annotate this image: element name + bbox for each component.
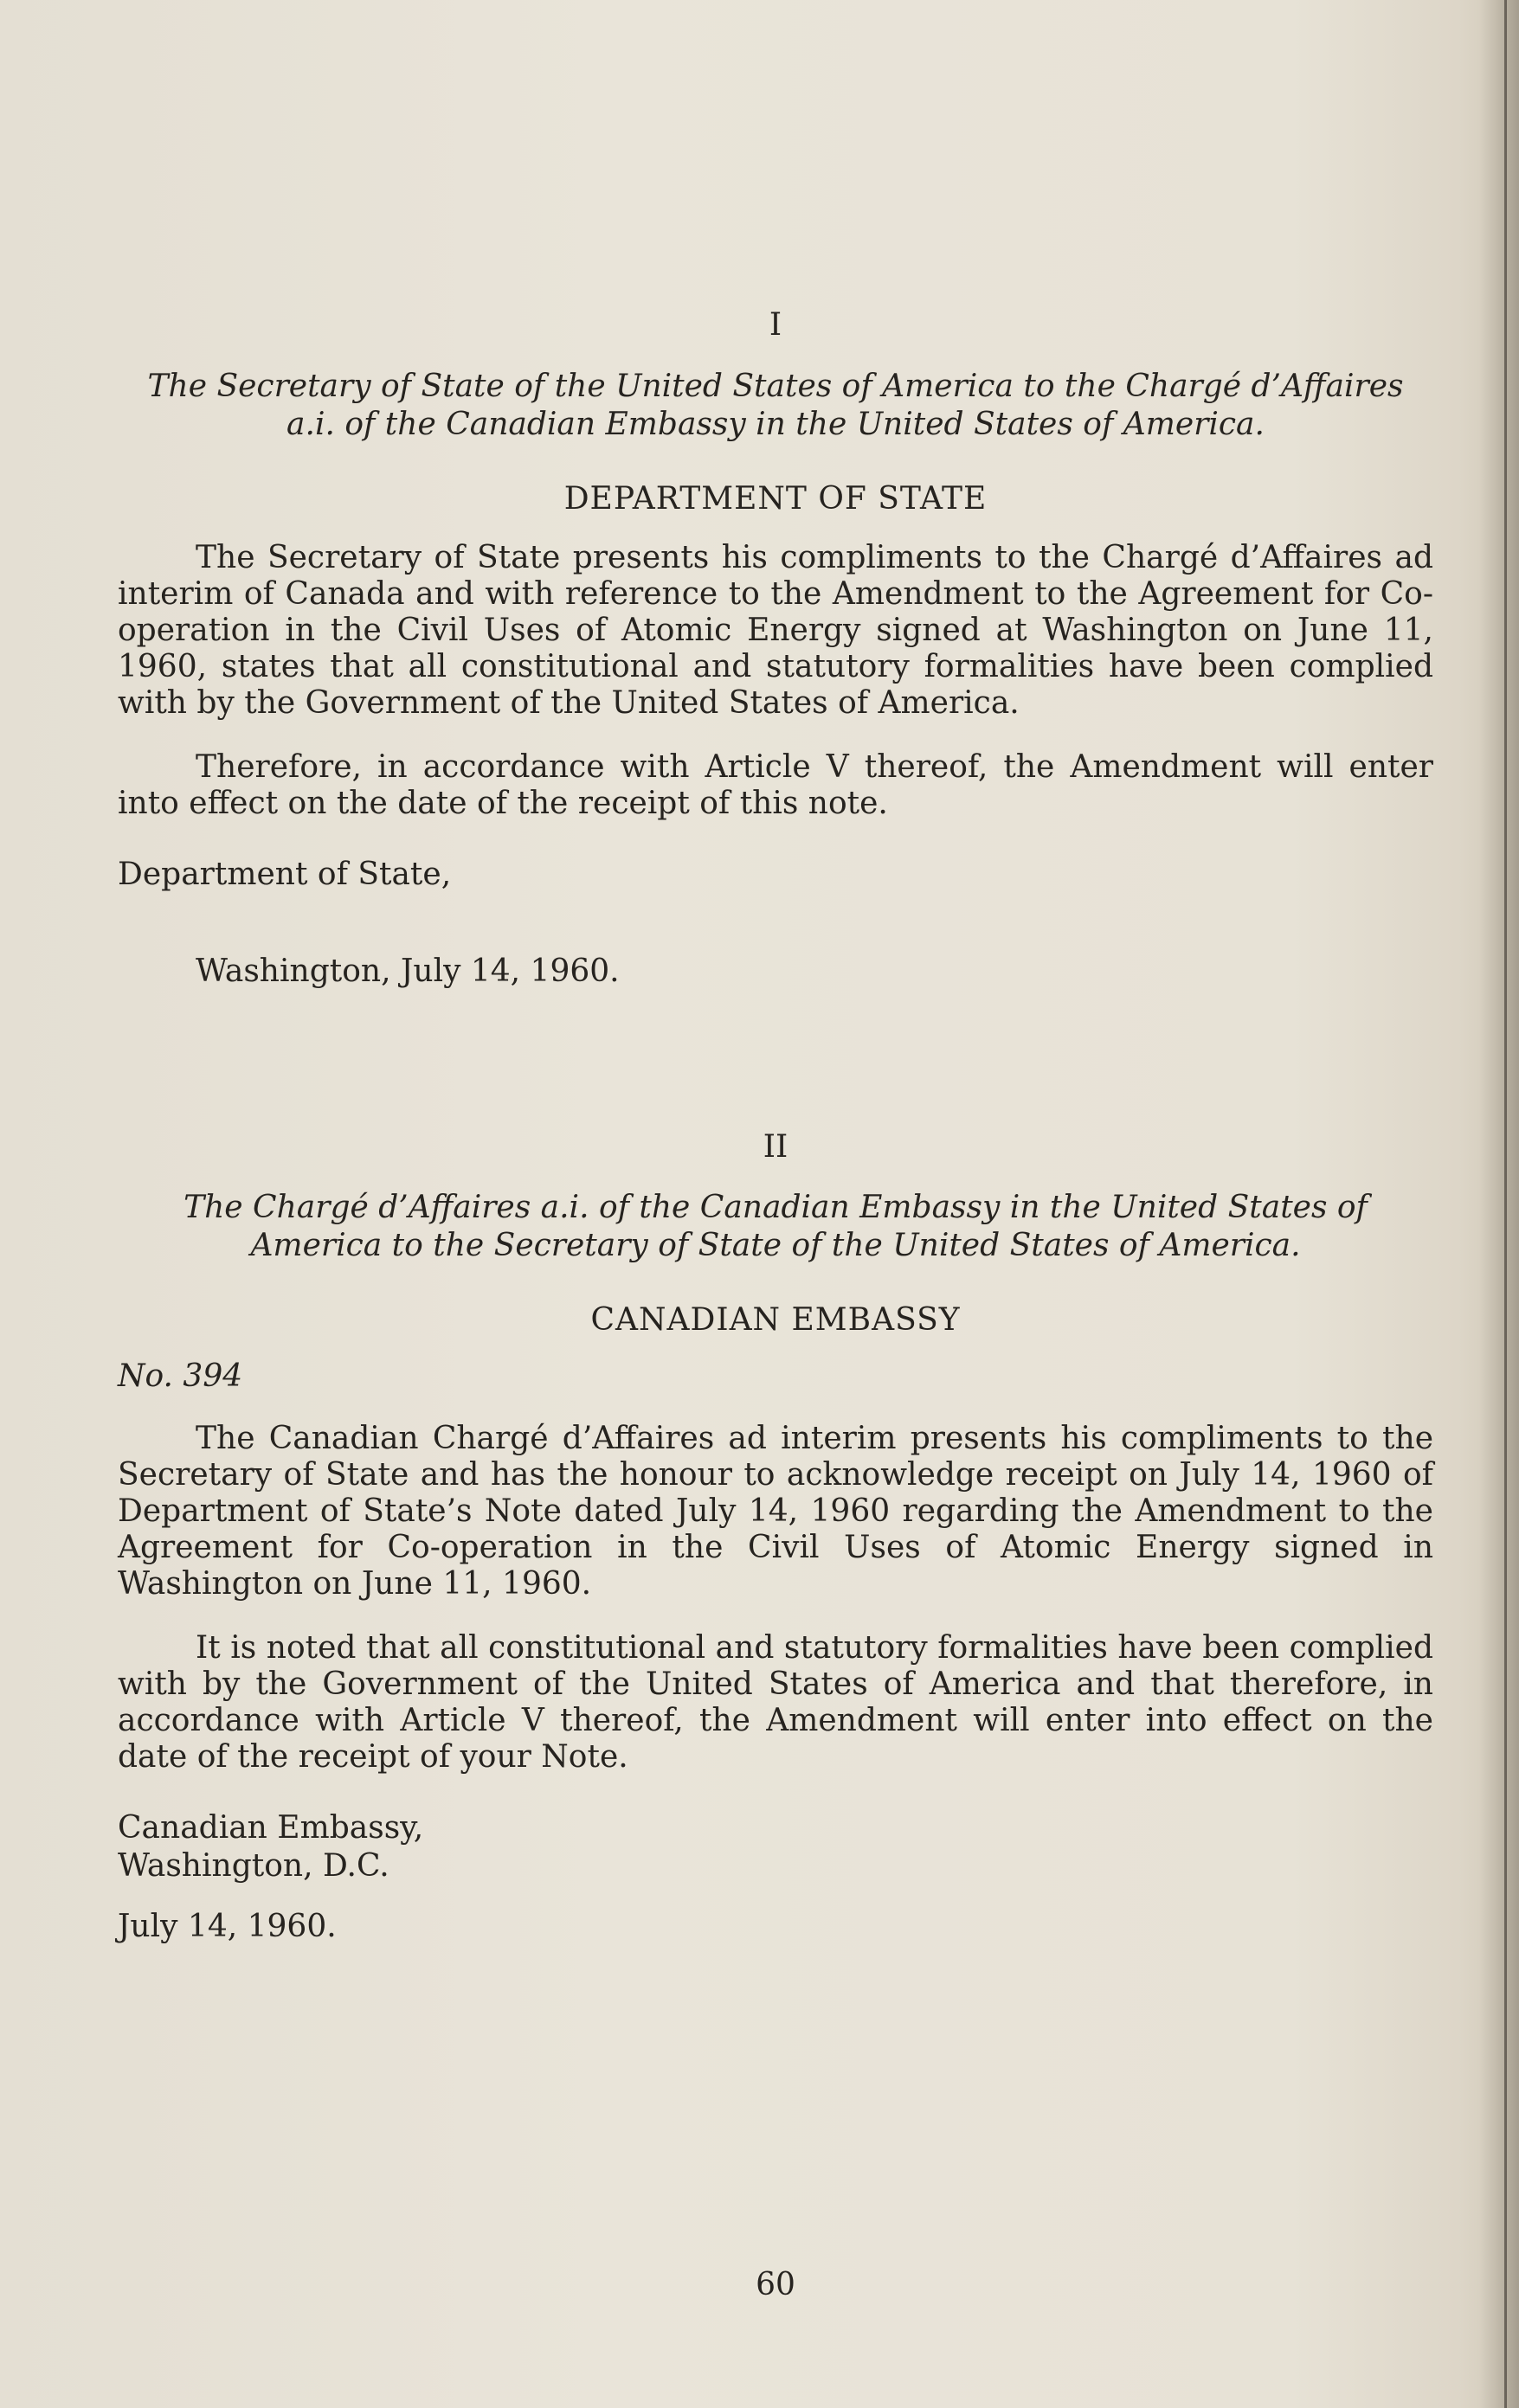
section-one-date: Washington, July 14, 1960. [196,954,620,989]
section-two-place-line-1: Canadian Embassy, [118,1810,424,1846]
section-two-numeral: II [763,1129,788,1165]
section-two-date: July 14, 1960. [118,1909,337,1944]
section-two-paragraph-1: The Canadian Chargé d’Affaires ad interim presents his compliments to the Secretary of State and has the honour to acknowledge receipt on July 14, 1960 of Department of State’s Note dated July 14, 1960 regarding the Amendment to the Agreement for Co-operation in the Civil Uses of Atomic Energy signed in Washington on June 11, 1960. [118,1421,1433,1602]
section-one-office: DEPARTMENT OF STATE [563,481,988,517]
section-one-paragraph-2: Therefore, in accordance with Article V thereof, the Amendment will enter into effect on the date of the receipt of this note. [118,749,1433,821]
book-spine-shadow [1479,0,1519,2408]
book-spine-edge [1504,0,1507,2408]
section-one-place: Department of State, [118,857,452,892]
page-number: 60 [756,2267,795,2302]
section-one-numeral: I [769,307,782,343]
section-one-paragraph-1: The Secretary of State presents his compliments to the Chargé d’Affaires ad interim of Canada and with reference to the Amendment to the Agreement for Co-operation in the Civil Uses of Atomic Energy signed at Washington on June 11, 1960, states that all constitutional and statutory formalities have been complied with by the Government of the United States of America. [118,540,1433,721]
section-two-office: CANADIAN EMBASSY [590,1302,961,1338]
section-two-place-line-2: Washington, D.C. [118,1848,389,1884]
section-one-heading: The Secretary of State of the United States of America to the Chargé d’Affaires a.i. of the Canadian Embassy in the United States of America. [147,369,1404,442]
section-two-number: No. 394 [118,1358,243,1394]
section-two-paragraph-2: It is noted that all constitutional and statutory formalities have been complied with by the Government of the United States of America and that therefore, in accordance with Article V thereof, the Amendment will enter into effect on the date of the receipt of your Note. [118,1630,1433,1775]
section-two-heading: The Chargé d’Affaires a.i. of the Canadian Embassy in the United States of America to the Secretary of State of the United States of America. [183,1190,1368,1263]
